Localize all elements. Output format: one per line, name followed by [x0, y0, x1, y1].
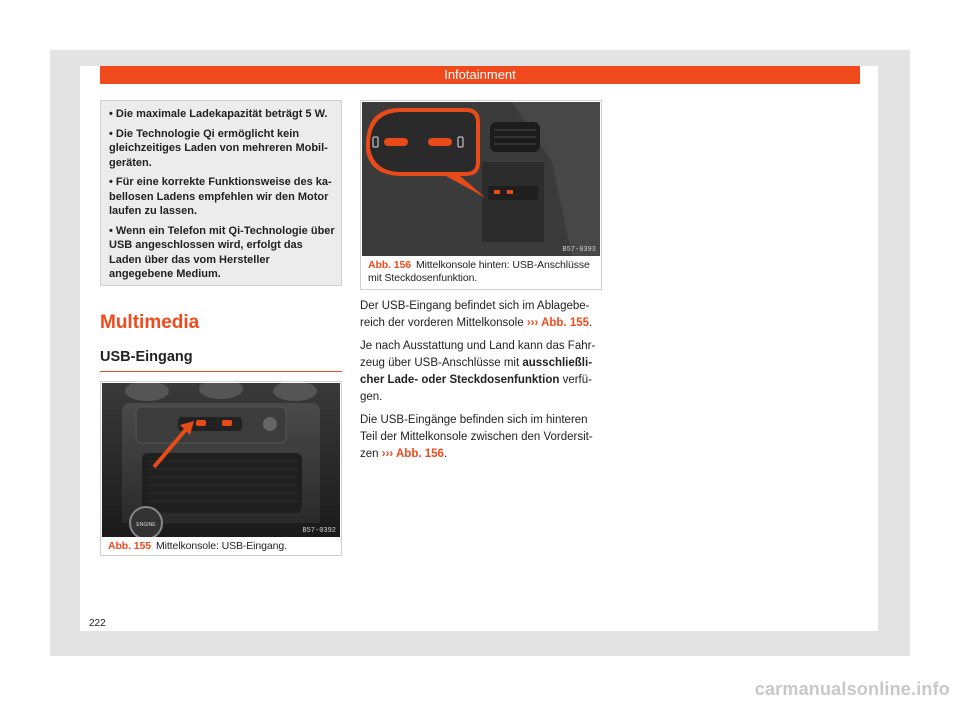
paragraph-text: . — [589, 317, 593, 329]
console-usb-photo — [102, 383, 340, 537]
paragraph-text: Der USB-Eingang befindet sich im Ablagebereich der vorderen Mittelkonsole — [360, 300, 590, 329]
photo-code: B57-0393 — [562, 246, 596, 254]
paragraph-text: verfügen. — [360, 374, 592, 403]
chapter-header: Infotainment — [100, 66, 860, 84]
title-divider — [100, 371, 342, 372]
notice-item: • Wenn ein Telefon mit Qi-Technologie über USB angeschlossen wird, erfolgt das Laden über das vom Hersteller angegebene Medium. — [109, 224, 335, 280]
watermark: carmanualsonline.info — [754, 679, 950, 699]
notice-item: • Die Technologie Qi ermöglicht kein gleichzeitiges Laden von mehreren Mobilgeräten. — [109, 127, 328, 169]
paragraph — [360, 412, 606, 463]
engine-button-label: ENGINE — [136, 522, 156, 528]
figure-reference-link[interactable]: ››› Abb. 155 — [526, 317, 590, 329]
page-number: 222 — [89, 618, 106, 629]
figure-label: Abb. 156 — [368, 259, 411, 271]
photo-code: B57-0392 — [302, 527, 336, 535]
paragraph-text: Die USB-Eingänge befinden sich im hinteren Teil der Mittelkonsole zwischen den Vordersitzen — [360, 414, 593, 460]
figure-155 — [100, 381, 342, 556]
usb-port-right — [428, 138, 452, 146]
paragraph — [360, 338, 606, 406]
notice-box — [100, 100, 342, 286]
body-text — [360, 298, 606, 469]
figure-reference-link[interactable]: ››› Abb. 156 — [381, 448, 444, 460]
rear-console-photo — [362, 102, 600, 256]
figure-156 — [360, 100, 602, 290]
figure-caption-text: Mittelkonsole: USB-Eingang. — [155, 540, 287, 552]
figure-label: Abb. 155 — [108, 540, 151, 552]
paragraph-text: Je nach Ausstattung und Land kann das Fahrzeug über USB-Anschlüsse mit — [360, 340, 596, 369]
paragraph-emphasis: ausschließlicher Lade- oder Steckdosenfunktion — [360, 357, 593, 386]
paragraph — [360, 298, 606, 332]
notice-item: • Die maximale Ladekapazität beträgt 5 W. — [109, 108, 328, 120]
usb-port-left — [384, 138, 408, 146]
figure-caption — [368, 259, 598, 285]
paragraph-text: . — [443, 448, 448, 460]
section-title: Multimedia — [100, 312, 200, 333]
figure-caption-text: Mittelkonsole hinten: USB-Anschlüsse mit Steckdosenfunktion. — [368, 259, 590, 284]
notice-item: • Für eine korrekte Funktionsweise des kabellosen Ladens empfehlen wir den Motor laufen zu lassen. — [109, 176, 332, 217]
figure-caption — [108, 540, 287, 553]
subsection-title: USB-Eingang — [100, 349, 193, 365]
